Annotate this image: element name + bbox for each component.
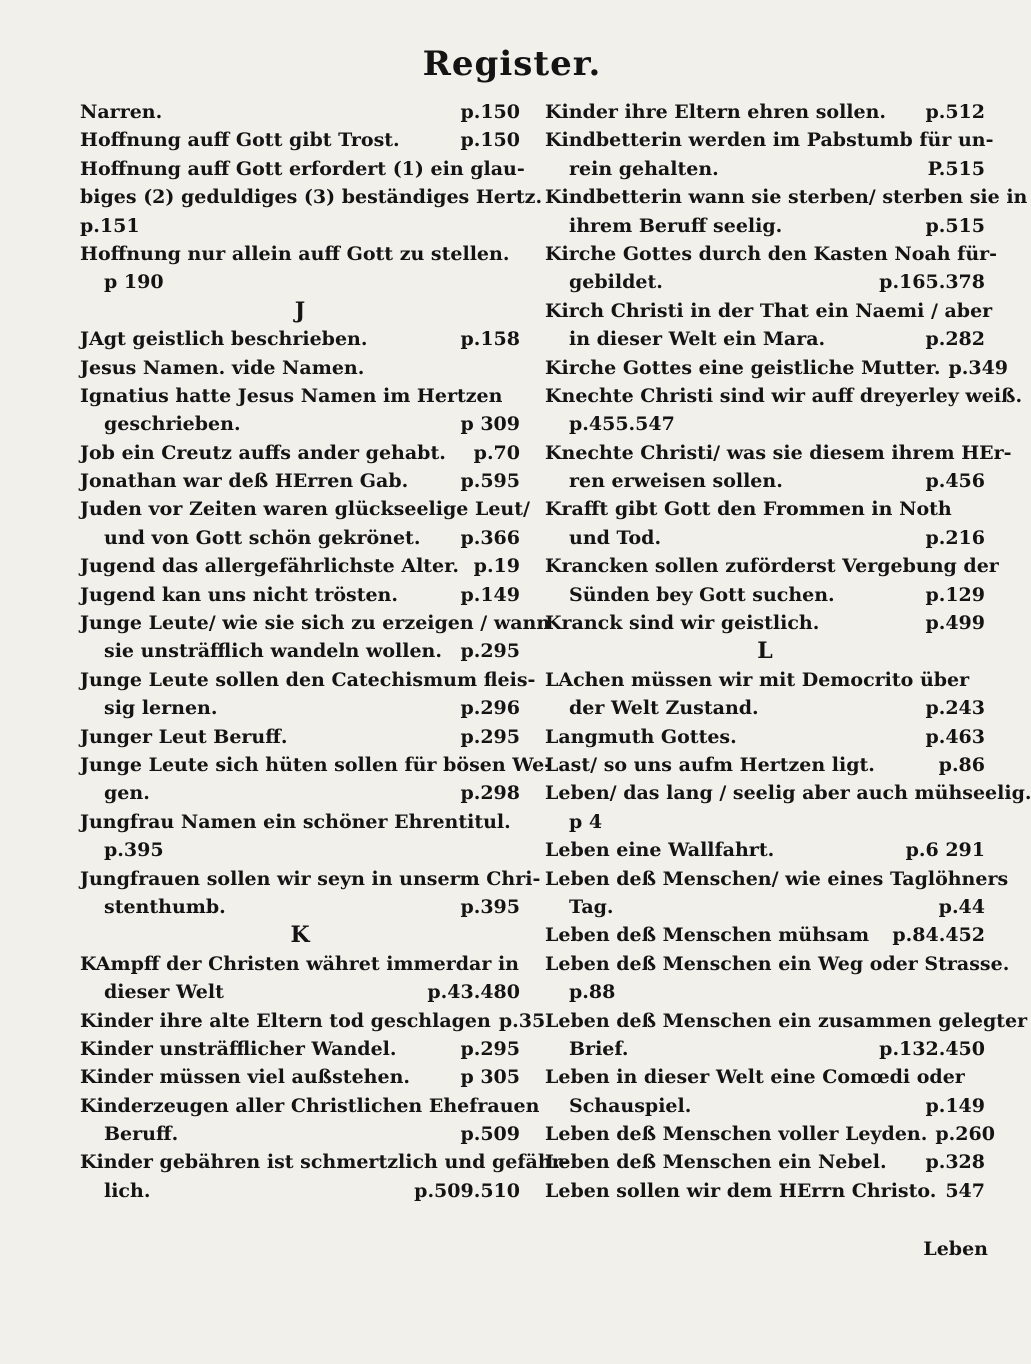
page-ref: p.216 (925, 526, 985, 549)
page-title: Register. (422, 44, 602, 84)
index-entry (80, 1120, 520, 1148)
entry-text: Jungfrauen sollen wir seyn in unserm Chri- (80, 867, 541, 890)
entry-text: Tag. (569, 895, 614, 918)
index-entry (80, 893, 520, 921)
index-entry (545, 126, 994, 154)
page-ref: 547 (945, 1179, 985, 1202)
section-letter (80, 921, 520, 949)
page-ref: p.86 (938, 753, 985, 776)
index-entry (80, 978, 520, 1006)
index-entry (545, 240, 998, 268)
entry-text: Leben deß Menschen mühsam (545, 924, 870, 947)
entry-text: Leben eine Wallfahrt. (545, 839, 775, 862)
index-entry (545, 183, 1028, 211)
entry-text: Kindbetterin werden im Pabstumb für un- (545, 129, 994, 152)
index-entry (545, 609, 985, 637)
index-entry (545, 410, 985, 438)
entry-text: L (757, 638, 773, 665)
entry-text: Junge Leute sollen den Catechismum fleis- (80, 668, 536, 691)
entry-text: Narren. (80, 101, 163, 123)
page-ref: p.282 (925, 328, 985, 351)
entry-text: Knechte Christi/ was sie diesem ihrem HEr- (545, 441, 1012, 464)
index-entry (80, 609, 551, 637)
page-ref: p.515 (925, 214, 985, 237)
entry-text: dieser Welt (104, 981, 224, 1004)
entry-text: Langmuth Gottes. (545, 725, 737, 748)
index-entry (545, 297, 993, 325)
entry-text: Knechte Christi sind wir auff dreyerley weiß. (545, 384, 1023, 407)
entry-text: Hoffnung auff Gott erfordert (1) ein glau- (80, 157, 525, 180)
page-ref: p.463 (925, 725, 985, 748)
entry-text: Schauspiel. (569, 1094, 692, 1117)
page-ref: P.515 (927, 157, 985, 180)
page-ref: p.149 (460, 583, 520, 606)
index-entry (80, 836, 520, 864)
entry-text: der Welt Zustand. (569, 697, 759, 720)
index-entry (80, 1148, 570, 1176)
page-ref: p.366 (460, 526, 520, 549)
index-entry (80, 950, 520, 978)
page-ref: p.509 (460, 1123, 520, 1146)
catchword: Leben (923, 1238, 988, 1260)
page-ref: p.43.480 (427, 981, 520, 1004)
page-ref: p.499 (925, 612, 985, 635)
page-ref: p.84.452 (892, 924, 985, 947)
entry-text: gen. (104, 782, 150, 805)
index-entry (80, 1035, 520, 1063)
entry-text: Leben deß Menschen ein Weg oder Strasse. (545, 952, 1010, 975)
index-entry (80, 126, 520, 154)
entry-text: ihrem Beruff seelig. (569, 214, 783, 237)
page-ref: p.150 (460, 101, 520, 123)
entry-text: Kirch Christi in der That ein Naemi / aber (545, 299, 993, 322)
index-entry (80, 325, 520, 353)
entry-text: sig lernen. (104, 697, 218, 720)
index-entry (80, 1092, 540, 1120)
index-entry (80, 751, 553, 779)
entry-text: Jungfrau Namen ein schöner Ehrentitul. (80, 810, 511, 833)
page-ref: p.296 (460, 697, 520, 720)
entry-text: Kinder unsträfflicher Wandel. (80, 1037, 397, 1060)
entry-text: Junger Leut Beruff. (80, 725, 288, 748)
entry-text: Kinder müssen viel außstehen. (80, 1066, 411, 1089)
entry-text: gebildet. (569, 271, 663, 294)
index-entry (545, 552, 999, 580)
index-entry (80, 354, 520, 382)
index-entry (80, 467, 520, 495)
entry-text: p.395 (104, 839, 164, 862)
index-entry (80, 808, 520, 836)
right-column (545, 98, 1031, 1205)
index-entry (545, 325, 985, 353)
entry-text: rein gehalten. (569, 157, 719, 180)
page-ref: p.132.450 (879, 1037, 985, 1060)
index-entry (545, 921, 985, 949)
page-ref: p.35 (498, 1009, 546, 1032)
page-ref: p.328 (925, 1151, 985, 1174)
entry-text: Beruff. (104, 1123, 179, 1146)
entry-text: p.455.547 (569, 413, 675, 436)
entry-text: Kirche Gottes durch den Kasten Noah für- (545, 242, 998, 265)
page-ref: p.295 (460, 640, 520, 663)
page-ref: p.349 (948, 356, 1009, 379)
page-ref: p.456 (925, 470, 985, 493)
entry-text: Leben sollen wir dem HErrn Christo. (545, 1179, 937, 1202)
index-entry (80, 98, 520, 126)
entry-text: ren erweisen sollen. (569, 470, 783, 493)
index-entry (545, 1007, 1028, 1035)
page-ref: p.70 (473, 441, 520, 464)
page-ref: p.165.378 (879, 271, 985, 294)
index-entry (80, 637, 520, 665)
entry-text: Junge Leute/ wie sie sich zu erzeigen / wann (80, 612, 551, 635)
entry-text: JAgt geistlich beschrieben. (80, 328, 368, 351)
page-ref: p.295 (460, 725, 520, 748)
index-entry (80, 155, 525, 183)
index-entry (545, 1035, 985, 1063)
entry-text: Hoffnung auff Gott gibt Trost. (80, 129, 400, 152)
index-entry (80, 410, 520, 438)
entry-text: stenthumb. (104, 895, 226, 918)
entry-text: Hoffnung nur allein auff Gott zu stellen. (80, 242, 510, 265)
index-entry (545, 495, 985, 523)
index-entry (545, 1092, 985, 1120)
index-entry (80, 240, 520, 268)
entry-text: Jugend das allergefährlichste Alter. (80, 555, 460, 578)
index-entry (545, 354, 1009, 382)
entry-text: Jesus Namen. vide Namen. (80, 356, 365, 379)
entry-text: Krafft gibt Gott den Frommen in Noth (545, 498, 952, 521)
entry-text: Kindbetterin wann sie sterben/ sterben sie in (545, 186, 1028, 209)
entry-text: Sünden bey Gott suchen. (569, 583, 835, 606)
entry-text: Kirche Gottes eine geistliche Mutter. (545, 356, 941, 379)
index-entry (80, 439, 520, 467)
entry-text: geschrieben. (104, 413, 241, 436)
entry-text: Junge Leute sich hüten sollen für bösen We- (80, 753, 553, 776)
entry-text: p 190 (104, 271, 164, 294)
index-entry (80, 865, 541, 893)
index-entry (545, 694, 985, 722)
page-ref: p.243 (925, 697, 985, 720)
index-entry (545, 950, 1010, 978)
index-entry (545, 978, 985, 1006)
entry-text: Leben deß Menschen voller Leyden. (545, 1123, 928, 1146)
index-entry (545, 212, 985, 240)
entry-text: Leben/ das lang / seelig aber auch mühseelig. (545, 782, 1031, 805)
left-column (80, 98, 570, 1205)
index-entry (545, 268, 985, 296)
page-ref: p 309 (460, 413, 520, 436)
index-entry (80, 694, 520, 722)
index-entry (80, 268, 520, 296)
entry-text: Leben deß Menschen ein Nebel. (545, 1151, 887, 1174)
index-entry (545, 1148, 985, 1176)
index-entry (545, 467, 985, 495)
entry-text: Kinderzeugen aller Christlichen Ehefrauen (80, 1094, 540, 1117)
entry-text: biges (2) geduldiges (3) beständiges Hertz. (80, 186, 543, 209)
index-entry (545, 779, 1031, 807)
entry-text: Krancken sollen zuförderst Vergebung der (545, 555, 999, 578)
index-entry (80, 212, 520, 240)
page-ref: p.395 (460, 895, 520, 918)
page-ref: p.295 (460, 1037, 520, 1060)
index-entry (545, 751, 985, 779)
index-entry (80, 666, 536, 694)
index-entry (80, 524, 520, 552)
entry-text: p 4 (569, 810, 603, 833)
entry-text: Last/ so uns aufm Hertzen ligt. (545, 753, 875, 776)
page-ref: p.19 (473, 555, 520, 578)
entry-text: Kinder ihre alte Eltern tod geschlagen (80, 1009, 491, 1032)
entry-text: sie unsträfflich wandeln wollen. (104, 640, 442, 663)
section-letter (80, 297, 520, 325)
index-entry (545, 1120, 995, 1148)
index-entry (545, 155, 985, 183)
page-ref: p 305 (460, 1066, 520, 1089)
page-ref: p.129 (925, 583, 985, 606)
index-entry (545, 98, 985, 126)
entry-text: Kranck sind wir geistlich. (545, 612, 820, 635)
page-ref: p.260 (935, 1123, 995, 1146)
entry-text: Leben deß Menschen ein zusammen gelegter (545, 1009, 1028, 1032)
page-ref: p.298 (460, 782, 520, 805)
index-entry (80, 183, 543, 211)
index-entry (80, 581, 520, 609)
entry-text: und von Gott schön gekrönet. (104, 526, 421, 549)
index-entry (80, 1177, 520, 1205)
section-letter (545, 637, 985, 665)
index-entry (545, 893, 985, 921)
entry-text: Jugend kan uns nicht trösten. (80, 583, 398, 606)
entry-text: p.151 (80, 214, 140, 237)
index-entry (545, 808, 985, 836)
entry-text: Brief. (569, 1037, 629, 1060)
entry-text: Leben in dieser Welt eine Comœdi oder (545, 1066, 965, 1089)
index-entry (545, 524, 985, 552)
page-ref: p.158 (460, 328, 520, 351)
index-entry (80, 1007, 546, 1035)
page-ref: p.44 (938, 895, 985, 918)
entry-text: lich. (104, 1179, 151, 1202)
entry-text: Job ein Creutz auffs ander gehabt. (80, 441, 446, 464)
index-entry (80, 552, 520, 580)
page-ref: p.150 (460, 129, 520, 152)
index-entry (545, 865, 1009, 893)
entry-text: Kinder ihre Eltern ehren sollen. (545, 101, 887, 123)
index-entry (80, 723, 520, 751)
index-entry (545, 1177, 985, 1205)
index-entry (545, 1063, 985, 1091)
index-entry (80, 1063, 520, 1091)
index-entry (545, 666, 985, 694)
entry-text: KAmpff der Christen währet immerdar in (80, 952, 519, 975)
entry-text: in dieser Welt ein Mara. (569, 328, 826, 351)
entry-text: und Tod. (569, 526, 662, 549)
index-entry (80, 495, 530, 523)
entry-text: Kinder gebähren ist schmertzlich und gefähr- (80, 1151, 570, 1174)
index-entry (545, 723, 985, 751)
index-entry (80, 779, 520, 807)
entry-text: Ignatius hatte Jesus Namen im Hertzen (80, 384, 503, 407)
page-ref: p.512 (925, 101, 985, 123)
entry-text: Juden vor Zeiten waren glückseelige Leut/ (80, 498, 530, 521)
entry-text: LAchen müssen wir mit Democrito über (545, 668, 970, 691)
page-ref: p.6 291 (905, 839, 985, 862)
entry-text: p.88 (569, 981, 616, 1004)
index-entry (545, 581, 985, 609)
page-ref: p.149 (925, 1094, 985, 1117)
index-entry (80, 382, 520, 410)
page-ref: p.509.510 (414, 1179, 520, 1202)
index-entry (545, 836, 985, 864)
entry-text: J (294, 297, 306, 324)
entry-text: Leben deß Menschen/ wie eines Taglöhners (545, 867, 1009, 890)
index-entry (545, 382, 1023, 410)
index-entry (545, 439, 1012, 467)
entry-text: K (290, 922, 310, 949)
entry-text: Jonathan war deß HErren Gab. (80, 470, 409, 493)
page-ref: p.595 (460, 470, 520, 493)
